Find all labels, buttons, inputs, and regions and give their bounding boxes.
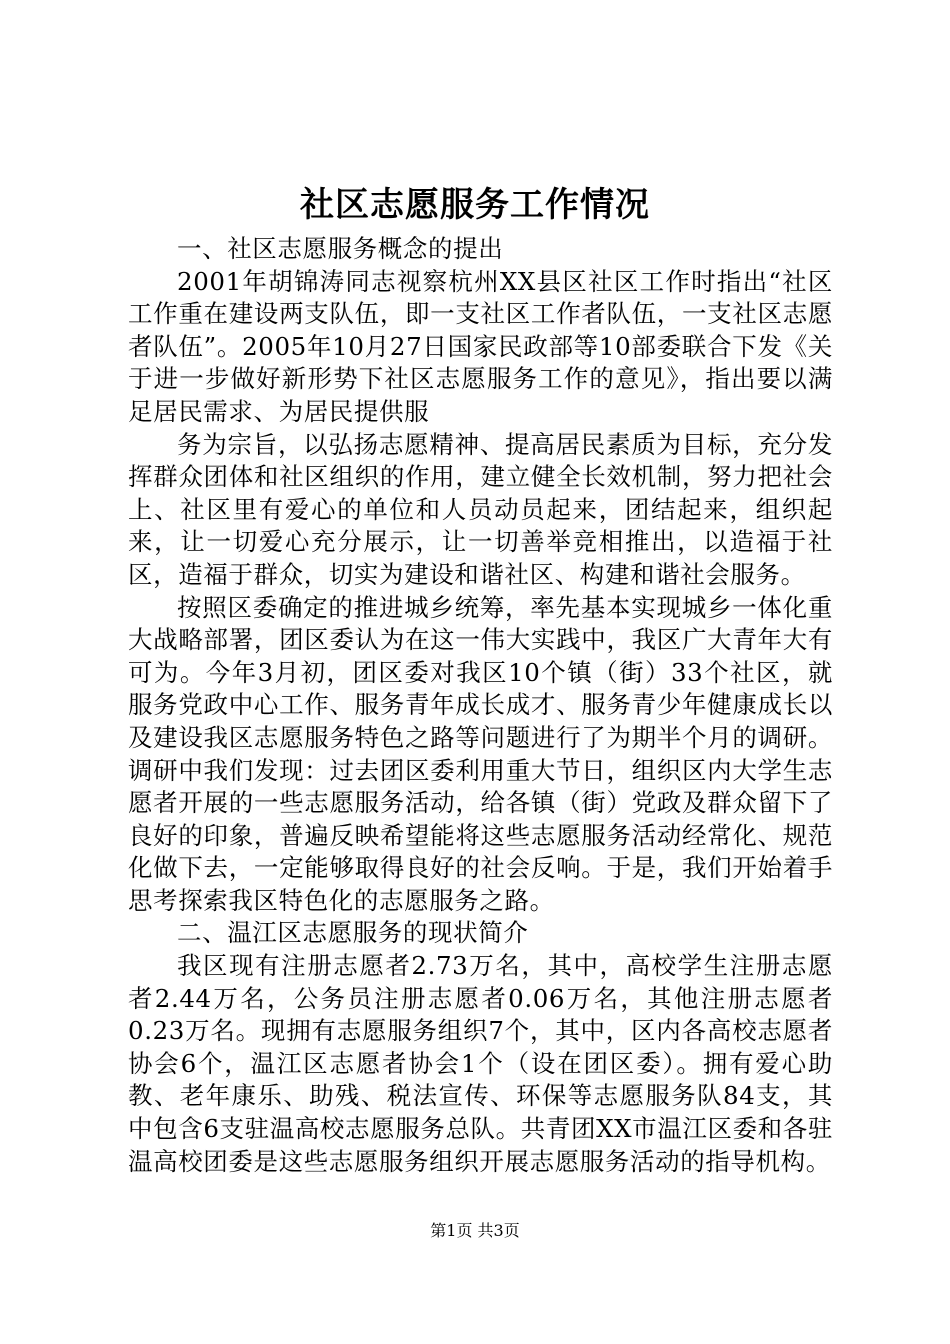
section-heading-1: 一、社区志愿服务概念的提出 — [177, 234, 504, 263]
body-paragraph-4: 我区现有注册志愿者2.73万名，其中，高校学生注册志愿者2.44万名，公务员注册志愿者0.06万名，其他注册志愿者0.23万名。现拥有志愿服务组织7个，其中，区内各高校志愿者协会6个，温江区志愿者协会1个（设在团区委）。拥有爱心助教、老年康乐、助残、税法宣传、环保等志愿服务队84支，其中包含6支驻温高校志愿服务总队。共青团XX市温江区委和各驻温高校团委是这些志愿服务组织开展志愿服务活动的指导机构。 — [128, 951, 833, 1176]
body-paragraph-1: 2001年胡锦涛同志视察杭州XX县区社区工作时指出“社区工作重在建设两支队伍，即一支社区工作者队伍，一支社区志愿者队伍”。2005年10月27日国家民政部等10部委联合下发《关于进一步做好新形势下社区志愿服务工作的意见》，指出要以满足居民需求、为居民提供服 — [128, 266, 833, 426]
page-number-footer: 第1页 共3页 — [430, 1221, 520, 1240]
body-paragraph-2: 务为宗旨，以弘扬志愿精神、提高居民素质为目标，充分发挥群众团体和社区组织的作用，建立健全长效机制，努力把社会上、社区里有爱心的单位和人员动员起来，团结起来，组织起来，让一切爱心充分展示，让一切善举竞相推出，以造福于社区，造福于群众，切实为建设和谐社区、构建和谐社会服务。 — [128, 429, 833, 589]
document-title: 社区志愿服务工作情况 — [300, 185, 650, 225]
body-paragraph-3: 按照区委确定的推进城乡统筹，率先基本实现城乡一体化重大战略部署，团区委认为在这一伟大实践中，我区广大青年大有可为。今年3月初，团区委对我区10个镇（街）33个社区，就服务党政中心工作、服务青年成长成才、服务青少年健康成长以及建设我区志愿服务特色之路等问题进行了为期半个月的调研。调研中我们发现：过去团区委利用重大节日，组织区内大学生志愿者开展的一些志愿服务活动，给各镇（街）党政及群众留下了良好的印象，普遍反映希望能将这些志愿服务活动经常化、规范化做下去，一定能够取得良好的社会反响。于是，我们开始着手思考探索我区特色化的志愿服务之路。 — [128, 592, 833, 915]
section-heading-2: 二、温江区志愿服务的现状简介 — [177, 918, 529, 948]
document-body — [128, 233, 833, 1178]
